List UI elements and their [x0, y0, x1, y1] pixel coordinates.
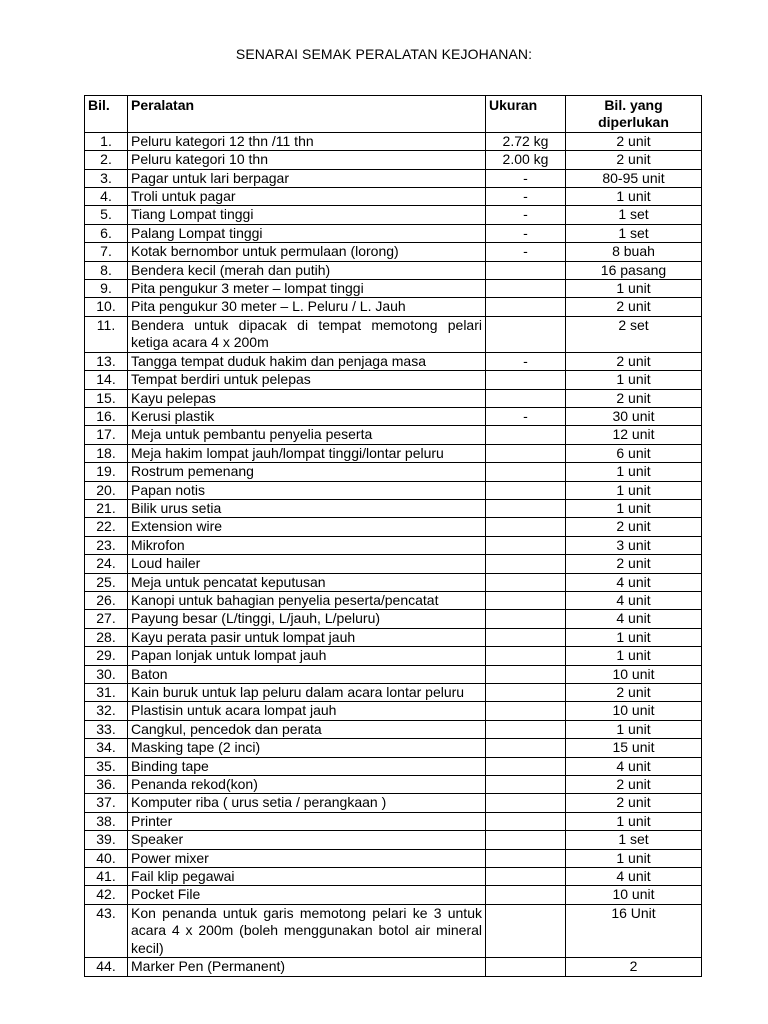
cell-qty: 30 unit — [566, 407, 702, 425]
cell-no: 11. — [85, 316, 128, 352]
cell-no: 1. — [85, 132, 128, 150]
cell-item: Rostrum pemenang — [128, 463, 486, 481]
table-row — [85, 389, 702, 407]
cell-qty: 1 unit — [566, 371, 702, 389]
page-title: SENARAI SEMAK PERALATAN KEJOHANAN: — [235, 46, 533, 62]
cell-item: Kayu pelepas — [128, 389, 486, 407]
cell-item: Tiang Lompat tinggi — [128, 206, 486, 224]
table-row — [85, 794, 702, 812]
cell-no: 38. — [85, 812, 128, 830]
cell-size — [486, 720, 566, 738]
cell-size — [486, 812, 566, 830]
cell-no: 34. — [85, 739, 128, 757]
cell-size — [486, 831, 566, 849]
table-row — [85, 849, 702, 867]
table-row — [85, 206, 702, 224]
cell-no: 17. — [85, 426, 128, 444]
cell-qty: 1 unit — [566, 481, 702, 499]
cell-size — [486, 647, 566, 665]
cell-no: 27. — [85, 610, 128, 628]
cell-size — [486, 958, 566, 976]
table-row — [85, 151, 702, 169]
cell-no: 3. — [85, 169, 128, 187]
cell-size — [486, 316, 566, 352]
cell-item: Peluru kategori 12 thn /11 thn — [128, 132, 486, 150]
cell-size — [486, 739, 566, 757]
cell-size — [486, 610, 566, 628]
table-row — [85, 280, 702, 298]
cell-item: Komputer riba ( urus setia / perangkaan ) — [128, 794, 486, 812]
cell-qty: 4 unit — [566, 591, 702, 609]
cell-size — [486, 702, 566, 720]
cell-size: 2.72 kg — [486, 132, 566, 150]
cell-qty: 16 Unit — [566, 904, 702, 957]
cell-size — [486, 886, 566, 904]
cell-qty: 6 unit — [566, 444, 702, 462]
cell-item: Loud hailer — [128, 555, 486, 573]
table-row — [85, 831, 702, 849]
table-row — [85, 868, 702, 886]
table-row — [85, 610, 702, 628]
cell-item: Kerusi plastik — [128, 407, 486, 425]
cell-qty: 2 unit — [566, 684, 702, 702]
cell-no: 31. — [85, 684, 128, 702]
cell-no: 19. — [85, 463, 128, 481]
cell-item: Fail klip pegawai — [128, 868, 486, 886]
cell-qty: 2 unit — [566, 151, 702, 169]
table-row — [85, 702, 702, 720]
cell-qty: 16 pasang — [566, 261, 702, 279]
cell-qty: 3 unit — [566, 536, 702, 554]
cell-qty: 1 unit — [566, 280, 702, 298]
cell-size — [486, 868, 566, 886]
cell-no: 13. — [85, 352, 128, 370]
table-row — [85, 169, 702, 187]
table-row — [85, 555, 702, 573]
cell-item: Kayu perata pasir untuk lompat jauh — [128, 628, 486, 646]
cell-size — [486, 371, 566, 389]
header-size: Ukuran — [486, 96, 566, 133]
table-row — [85, 739, 702, 757]
cell-no: 14. — [85, 371, 128, 389]
cell-qty: 1 unit — [566, 849, 702, 867]
cell-item: Marker Pen (Permanent) — [128, 958, 486, 976]
cell-qty: 2 set — [566, 316, 702, 352]
table-row — [85, 371, 702, 389]
cell-size — [486, 904, 566, 957]
cell-item: Baton — [128, 665, 486, 683]
header-qty: Bil. yang diperlukan — [566, 96, 702, 133]
cell-size — [486, 280, 566, 298]
cell-no: 44. — [85, 958, 128, 976]
table-row — [85, 499, 702, 517]
cell-no: 26. — [85, 591, 128, 609]
cell-no: 24. — [85, 555, 128, 573]
cell-no: 43. — [85, 904, 128, 957]
cell-qty: 1 unit — [566, 720, 702, 738]
table-row — [85, 243, 702, 261]
cell-no: 28. — [85, 628, 128, 646]
cell-item: Papan lonjak untuk lompat jauh — [128, 647, 486, 665]
cell-item: Plastisin untuk acara lompat jauh — [128, 702, 486, 720]
cell-item: Kon penanda untuk garis memotong pelari ke 3 untuk acara 4 x 200m (boleh menggunakan botol air mineral kecil) — [128, 904, 486, 957]
cell-no: 16. — [85, 407, 128, 425]
cell-no: 35. — [85, 757, 128, 775]
cell-item: Pita pengukur 30 meter – L. Peluru / L. Jauh — [128, 298, 486, 316]
cell-size — [486, 261, 566, 279]
cell-size — [486, 389, 566, 407]
cell-size — [486, 463, 566, 481]
cell-qty: 4 unit — [566, 610, 702, 628]
table-row — [85, 132, 702, 150]
table-row — [85, 591, 702, 609]
table-row — [85, 444, 702, 462]
cell-item: Kanopi untuk bahagian penyelia peserta/pencatat — [128, 591, 486, 609]
cell-size — [486, 849, 566, 867]
cell-size: - — [486, 206, 566, 224]
cell-no: 5. — [85, 206, 128, 224]
cell-size — [486, 555, 566, 573]
cell-item: Kotak bernombor untuk permulaan (lorong) — [128, 243, 486, 261]
cell-item: Payung besar (L/tinggi, L/jauh, L/peluru) — [128, 610, 486, 628]
cell-qty: 4 unit — [566, 573, 702, 591]
cell-item: Pocket File — [128, 886, 486, 904]
cell-size — [486, 684, 566, 702]
cell-size: 2.00 kg — [486, 151, 566, 169]
cell-no: 4. — [85, 188, 128, 206]
cell-qty: 2 unit — [566, 555, 702, 573]
table-row — [85, 776, 702, 794]
cell-item: Meja untuk pencatat keputusan — [128, 573, 486, 591]
cell-item: Bendera untuk dipacak di tempat memotong pelari ketiga acara 4 x 200m — [128, 316, 486, 352]
cell-no: 33. — [85, 720, 128, 738]
cell-size — [486, 628, 566, 646]
table-header-row — [85, 96, 702, 133]
cell-no: 9. — [85, 280, 128, 298]
table-row — [85, 316, 702, 352]
table-row — [85, 573, 702, 591]
table-row — [85, 188, 702, 206]
cell-qty: 2 unit — [566, 776, 702, 794]
cell-item: Masking tape (2 inci) — [128, 739, 486, 757]
cell-no: 32. — [85, 702, 128, 720]
cell-item: Bilik urus setia — [128, 499, 486, 517]
cell-size: - — [486, 407, 566, 425]
cell-item: Kain buruk untuk lap peluru dalam acara lontar peluru — [128, 684, 486, 702]
cell-no: 2. — [85, 151, 128, 169]
cell-qty: 1 set — [566, 206, 702, 224]
cell-no: 30. — [85, 665, 128, 683]
cell-item: Bendera kecil (merah dan putih) — [128, 261, 486, 279]
cell-size — [486, 444, 566, 462]
cell-size — [486, 573, 566, 591]
cell-size — [486, 776, 566, 794]
table-row — [85, 720, 702, 738]
cell-qty: 1 unit — [566, 812, 702, 830]
cell-qty: 2 unit — [566, 794, 702, 812]
table-row — [85, 665, 702, 683]
cell-item: Papan notis — [128, 481, 486, 499]
cell-no: 40. — [85, 849, 128, 867]
cell-no: 36. — [85, 776, 128, 794]
cell-item: Mikrofon — [128, 536, 486, 554]
table-row — [85, 757, 702, 775]
cell-item: Extension wire — [128, 518, 486, 536]
cell-item: Meja untuk pembantu penyelia peserta — [128, 426, 486, 444]
cell-size — [486, 499, 566, 517]
cell-item: Binding tape — [128, 757, 486, 775]
cell-size — [486, 298, 566, 316]
cell-item: Printer — [128, 812, 486, 830]
cell-size — [486, 665, 566, 683]
cell-no: 23. — [85, 536, 128, 554]
table-row — [85, 628, 702, 646]
cell-size — [486, 591, 566, 609]
cell-qty: 1 set — [566, 224, 702, 242]
table-row — [85, 426, 702, 444]
table-row — [85, 481, 702, 499]
table-row — [85, 647, 702, 665]
cell-item: Meja hakim lompat jauh/lompat tinggi/lontar peluru — [128, 444, 486, 462]
cell-no: 20. — [85, 481, 128, 499]
cell-qty: 2 — [566, 958, 702, 976]
cell-qty: 12 unit — [566, 426, 702, 444]
table-row — [85, 904, 702, 957]
cell-size — [486, 536, 566, 554]
cell-size — [486, 757, 566, 775]
table-row — [85, 886, 702, 904]
cell-no: 10. — [85, 298, 128, 316]
cell-no: 15. — [85, 389, 128, 407]
cell-size — [486, 426, 566, 444]
cell-no: 18. — [85, 444, 128, 462]
cell-size — [486, 794, 566, 812]
cell-item: Peluru kategori 10 thn — [128, 151, 486, 169]
cell-item: Penanda rekod(kon) — [128, 776, 486, 794]
cell-qty: 10 unit — [566, 665, 702, 683]
cell-qty: 4 unit — [566, 868, 702, 886]
cell-no: 22. — [85, 518, 128, 536]
cell-qty: 1 unit — [566, 628, 702, 646]
cell-no: 42. — [85, 886, 128, 904]
cell-qty: 2 unit — [566, 389, 702, 407]
cell-size: - — [486, 243, 566, 261]
cell-qty: 1 unit — [566, 188, 702, 206]
cell-item: Cangkul, pencedok dan perata — [128, 720, 486, 738]
equipment-table — [84, 95, 702, 977]
cell-no: 6. — [85, 224, 128, 242]
cell-qty: 4 unit — [566, 757, 702, 775]
cell-item: Power mixer — [128, 849, 486, 867]
table-row — [85, 684, 702, 702]
cell-size: - — [486, 169, 566, 187]
cell-qty: 2 unit — [566, 298, 702, 316]
table-row — [85, 224, 702, 242]
table-row — [85, 261, 702, 279]
cell-qty: 10 unit — [566, 702, 702, 720]
table-row — [85, 298, 702, 316]
cell-no: 25. — [85, 573, 128, 591]
cell-qty: 1 unit — [566, 647, 702, 665]
cell-item: Speaker — [128, 831, 486, 849]
cell-qty: 2 unit — [566, 352, 702, 370]
cell-item: Tangga tempat duduk hakim dan penjaga masa — [128, 352, 486, 370]
header-no: Bil. — [85, 96, 128, 133]
cell-no: 29. — [85, 647, 128, 665]
table-row — [85, 536, 702, 554]
cell-qty: 2 unit — [566, 518, 702, 536]
table-row — [85, 407, 702, 425]
cell-no: 8. — [85, 261, 128, 279]
cell-qty: 1 unit — [566, 463, 702, 481]
cell-qty: 1 unit — [566, 499, 702, 517]
table-row — [85, 463, 702, 481]
cell-item: Pita pengukur 3 meter – lompat tinggi — [128, 280, 486, 298]
cell-no: 37. — [85, 794, 128, 812]
cell-qty: 10 unit — [566, 886, 702, 904]
cell-item: Troli untuk pagar — [128, 188, 486, 206]
cell-qty: 80-95 unit — [566, 169, 702, 187]
table-row — [85, 518, 702, 536]
cell-size: - — [486, 188, 566, 206]
table-row — [85, 352, 702, 370]
cell-qty: 2 unit — [566, 132, 702, 150]
cell-item: Palang Lompat tinggi — [128, 224, 486, 242]
cell-size: - — [486, 352, 566, 370]
cell-item: Tempat berdiri untuk pelepas — [128, 371, 486, 389]
cell-size: - — [486, 224, 566, 242]
cell-qty: 1 set — [566, 831, 702, 849]
cell-item: Pagar untuk lari berpagar — [128, 169, 486, 187]
cell-no: 21. — [85, 499, 128, 517]
cell-qty: 15 unit — [566, 739, 702, 757]
cell-size — [486, 481, 566, 499]
cell-no: 7. — [85, 243, 128, 261]
cell-qty: 8 buah — [566, 243, 702, 261]
cell-size — [486, 518, 566, 536]
table-row — [85, 812, 702, 830]
cell-no: 41. — [85, 868, 128, 886]
table-row — [85, 958, 702, 976]
header-item: Peralatan — [128, 96, 486, 133]
cell-no: 39. — [85, 831, 128, 849]
